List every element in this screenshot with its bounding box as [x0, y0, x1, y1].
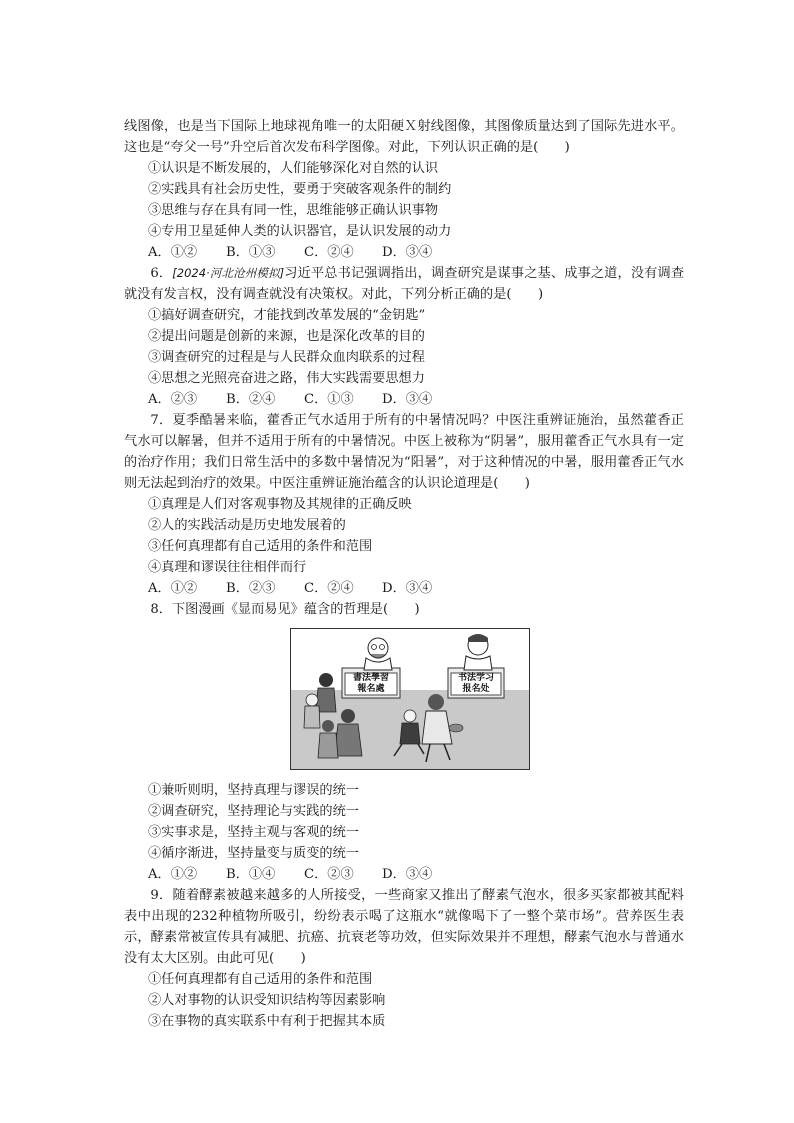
q6-option-3: ③调查研究的过程是与人民群众血肉联系的过程 — [148, 350, 425, 365]
q8-option-2: ②调查研究，坚持理论与实践的统一 — [148, 804, 359, 819]
q8-option-4: ④循序渐进，坚持量变与质变的统一 — [148, 846, 359, 861]
cartoon-figure — [290, 628, 530, 770]
q8-choices — [124, 864, 684, 885]
q5-option-1: ①认识是不断发展的，人们能够深化对自然的认识 — [148, 161, 439, 176]
q5-option-4: ④专用卫星延伸人类的认识器官，是认识发展的动力 — [148, 224, 452, 239]
q6-stem — [124, 263, 684, 305]
q7-option-3: ③任何真理都有自己适用的条件和范围 — [148, 539, 373, 554]
right-sign-wrapper — [451, 672, 501, 696]
q5-choices — [124, 242, 684, 263]
q8-option-1: ①兼听则明，坚持真理与谬误的统一 — [148, 783, 359, 798]
q6-option-2: ②提出问题是创新的来源，也是深化改革的目的 — [148, 329, 425, 344]
q7-choice-a[interactable]: A．①② — [148, 581, 198, 596]
q8-choice-b[interactable]: B．①④ — [226, 867, 276, 882]
q6-choice-b[interactable]: B．②④ — [226, 392, 276, 407]
q8-choice-a[interactable]: A．①② — [148, 867, 198, 882]
q6-choice-c[interactable]: C．①③ — [304, 392, 354, 407]
q5-stem: 线图像，也是当下国际上地球视角唯一的太阳硬Ｘ射线图像，其图像质量达到了国际先进水平。这也是“夸父一号”升空后首次发布科学图像。对此，下列认识正确的是( ) — [124, 119, 684, 155]
document-page — [124, 116, 684, 1032]
q9-option-1: ①任何真理都有自己适用的条件和范围 — [148, 972, 373, 987]
q9-option-2: ②人对事物的认识受知识结构等因素影响 — [148, 993, 386, 1008]
q8-option-3: ③实事求是，坚持主观与客观的统一 — [148, 825, 359, 840]
q8-stem: 8．下图漫画《显而易见》蕴含的哲理是( ) — [150, 602, 420, 617]
q7-option-4: ④真理和谬误往往相伴而行 — [148, 560, 307, 575]
q9-option-3: ③在事物的真实联系中有利于把握其本质 — [148, 1014, 386, 1029]
q6-number: 6． — [150, 266, 173, 281]
q5-option-2: ②实践具有社会历史性，要勇于突破客观条件的制约 — [148, 182, 452, 197]
q8-choice-c[interactable]: C．②③ — [304, 867, 354, 882]
q7-option-1: ①真理是人们对客观事物及其规律的正确反映 — [148, 497, 412, 512]
q6-choice-a[interactable]: A．②③ — [148, 392, 198, 407]
right-sign-text: 书法学习报名处 — [457, 673, 494, 694]
q5-choice-a[interactable]: A．①② — [148, 245, 198, 260]
q6-source: [2024·河北沧州模拟] — [172, 266, 285, 280]
q5-option-3: ③思维与存在具有同一性，思维能够正确认识事物 — [148, 203, 439, 218]
q5-choice-d[interactable]: D．③④ — [382, 245, 433, 260]
q7-choice-c[interactable]: C．②④ — [304, 581, 354, 596]
q7-choices — [124, 578, 684, 599]
q6-option-4: ④思想之光照亮奋进之路，伟大实践需要思想力 — [148, 371, 425, 386]
q6-choices — [124, 389, 684, 410]
cartoon-illustration — [290, 628, 530, 770]
q7-option-2: ②人的实践活动是历史地发展着的 — [148, 518, 346, 533]
q6-choice-d[interactable]: D．③④ — [382, 392, 433, 407]
q5-choice-c[interactable]: C．②④ — [304, 245, 354, 260]
q7-stem: 7．夏季酷暑来临，藿香正气水适用于所有的中暑情况吗？中医注重辨证施治，虽然藿香正气水可以解暑，但并不适用于所有的中暑情况。中医上被称为“阴暑”，服用藿香正气水具有一定的治疗作用；我们日常生活中的多数中暑情况为“阳暑”，对于这种情况的中暑，服用藿香正气水则无法起到治疗的效果。中医注重辨证施治蕴含的认识论道理是( ) — [124, 413, 684, 491]
q6-option-1: ①搞好调查研究，才能找到改革发展的“金钥匙” — [148, 308, 426, 323]
q7-choice-d[interactable]: D．③④ — [382, 581, 433, 596]
q6-text: 习近平总书记强调指出，调查研究是谋事之基、成事之道，没有调查就没有发言权，没有调查就没有决策权。对此，下列分析正确的是( ) — [124, 266, 685, 302]
q9-stem: 9．随着酵素被越来越多的人所接受，一些商家又推出了酵素气泡水，很多买家都被其配料表中出现的232种植物所吸引，纷纷表示喝了这瓶水“就像喝下了一整个菜市场”。营养医生表示，酵素常被宣传具有减肥、抗癌、抗衰老等功效，但实际效果并不理想，酵素气泡水与普通水没有太大区别。由此可见( ) — [124, 888, 684, 966]
q8-choice-d[interactable]: D．③④ — [382, 867, 433, 882]
q5-choice-b[interactable]: B．①③ — [226, 245, 276, 260]
left-sign-text: 書法學習報名處 — [352, 673, 389, 694]
left-sign-wrapper — [345, 672, 397, 696]
q7-choice-b[interactable]: B．②③ — [226, 581, 276, 596]
